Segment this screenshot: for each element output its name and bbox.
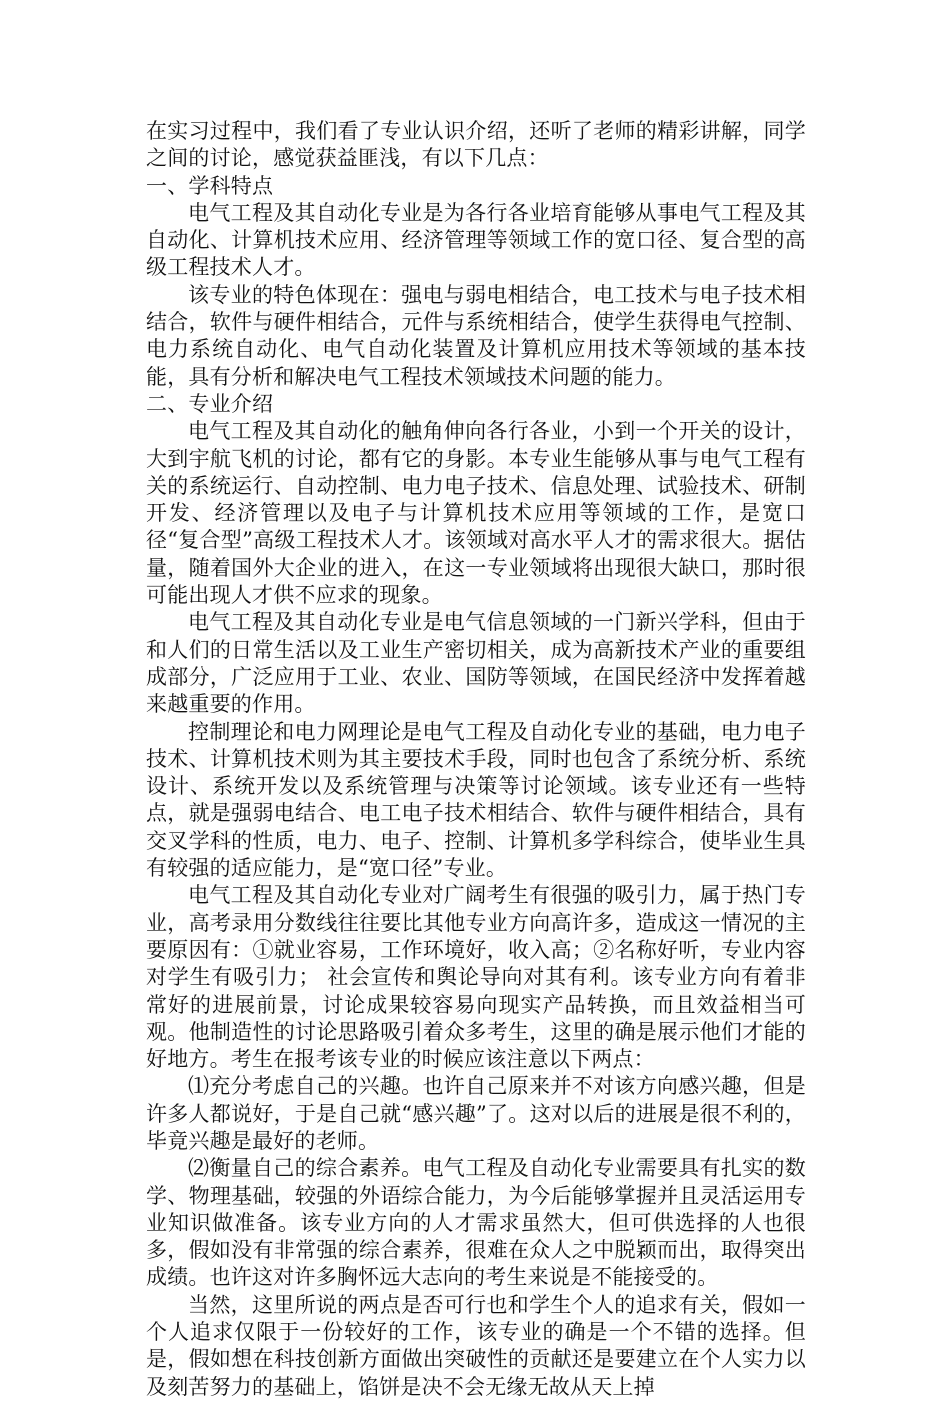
list-item-point-2: ⑵衡量自己的综合素养。电气工程及自动化专业需要具有扎实的数学、物理基础，较强的外语综合能力，为今后能够掌握并且灵活运用专业知识做准备。该专业方向的人才需求虽然大，但可供选择的人也很多，假如没有非常强的综合素养，很难在众人之中脱颖而出，取得突出成绩。也许这对许多胸怀远大志向的考生来说是不能接受的。 — [146, 1156, 806, 1290]
paragraph: 电气工程及其自动化的触角伸向各行各业，小到一个开关的设计，大到宇航飞机的讨论，都有它的身影。本专业生能够从事与电气工程有关的系统运行、自动控制、电力电子技术、信息处理、试验技术、研制开发、经济管理以及电子与计算机技术应用等领域的工作，是宽口径“复合型”高级工程技术人才。该领域对高水平人才的需求很大。据估量，随着国外大企业的进入，在这一专业领域将出现很大缺口，那时很可能出现人才供不应求的现象。 — [146, 419, 806, 608]
paragraph: 电气工程及其自动化专业是电气信息领域的一门新兴学科，但由于和人们的日常生活以及工业生产密切相关，成为高新技术产业的重要组成部分，广泛应用于工业、农业、国防等领域，在国民经济中发挥着越来越重要的作用。 — [146, 610, 806, 717]
paragraph: 当然，这里所说的两点是否可行也和学生个人的追求有关，假如一个人追求仅限于一份较好的工作，该专业的确是一个不错的选择。但是，假如想在科技创新方面做出突破性的贡献还是要建立在个人实力以及刻苦努力的基础上，馅饼是决不会无缘无故从天上掉 — [146, 1292, 806, 1399]
paragraph: 该专业的特色体现在：强电与弱电相结合，电工技术与电子技术相结合，软件与硬件相结合，元件与系统相结合，使学生获得电气控制、电力系统自动化、电气自动化装置及计算机应用技术等领域的基本技能，具有分析和解决电气工程技术领域技术问题的能力。 — [146, 282, 806, 389]
paragraph: 电气工程及其自动化专业是为各行各业培育能够从事电气工程及其自动化、计算机技术应用、经济管理等领域工作的宽口径、复合型的高级工程技术人才。 — [146, 200, 806, 280]
section-heading-subject-features: 一、学科特点 — [146, 173, 274, 198]
section-heading-major-introduction: 二、专业介绍 — [146, 391, 274, 416]
document-body — [146, 118, 806, 1401]
paragraph: 电气工程及其自动化专业对广阔考生有很强的吸引力，属于热门专业，高考录用分数线往往要比其他专业方向高许多，造成这一情况的主要原因有：①就业容易，工作环境好，收入高；②名称好听，专业内容对学生有吸引力； 社会宣传和舆论导向对其有利。该专业方向有着非常好的进展前景，讨论成果较容易向现实产品转换，而且效益相当可观。他制造性的讨论思路吸引着众多考生，这里的确是展示他们才能的好地方。考生在报考该专业的时候应该注意以下两点： — [146, 883, 806, 1072]
list-item-point-1: ⑴充分考虑自己的兴趣。也许自己原来并不对该方向感兴趣，但是许多人都说好，于是自己就“感兴趣”了。这对以后的进展是很不利的，毕竟兴趣是最好的老师。 — [146, 1074, 806, 1153]
intro-paragraph: 在实习过程中，我们看了专业认识介绍，还听了老师的精彩讲解，同学之间的讨论，感觉获益匪浅，有以下几点： — [146, 119, 806, 171]
paragraph: 控制理论和电力网理论是电气工程及自动化专业的基础，电力电子技术、计算机技术则为其主要技术手段，同时也包含了系统分析、系统设计、系统开发以及系统管理与决策等讨论领域。该专业还有一些特点，就是强弱电结合、电工电子技术相结合、软件与硬件相结合，具有交叉学科的性质，电力、电子、控制、计算机多学科综合，使毕业生具有较强的适应能力，是“宽口径”专业。 — [146, 719, 806, 881]
